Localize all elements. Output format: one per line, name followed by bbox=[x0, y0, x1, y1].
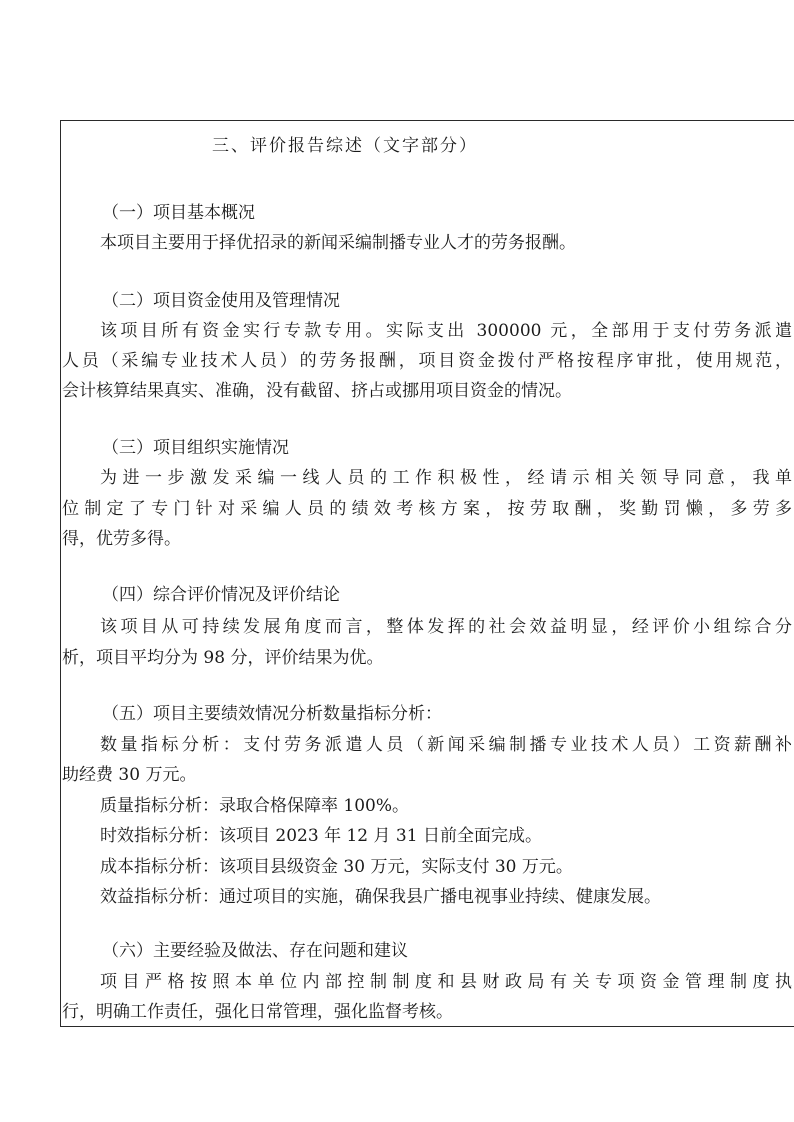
section-heading: （四）综合评价情况及评价结论 bbox=[102, 585, 340, 605]
paragraph-line: 位制定了专门针对采编人员的绩效考核方案，按劳取酬，奖勤罚懒，多劳多 bbox=[62, 499, 792, 519]
paragraph-line: 行，明确工作责任，强化日常管理，强化监督考核。 bbox=[62, 1002, 453, 1022]
paragraph-line: 质量指标分析：录取合格保障率 100%。 bbox=[100, 796, 410, 816]
paragraph-line: 项目严格按照本单位内部控制制度和县财政局有关专项资金管理制度执 bbox=[100, 972, 792, 992]
section-heading: （五）项目主要绩效情况分析数量指标分析： bbox=[102, 704, 442, 724]
paragraph-line: 效益指标分析：通过项目的实施，确保我县广播电视事业持续、健康发展。 bbox=[100, 887, 661, 907]
paragraph-line: 助经费 30 万元。 bbox=[62, 765, 197, 785]
page-title: 三、评价报告综述（文字部分） bbox=[212, 136, 478, 156]
paragraph-line: 时效指标分析：该项目 2023 年 12 月 31 日前全面完成。 bbox=[100, 826, 542, 846]
paragraph-line: 会计核算结果真实、准确，没有截留、挤占或挪用项目资金的情况。 bbox=[62, 381, 572, 401]
paragraph-line: 该项目所有资金实行专款专用。实际支出 300000 元，全部用于支付劳务派遣 bbox=[100, 321, 792, 341]
paragraph-line: 析，项目平均分为 98 分，评价结果为优。 bbox=[62, 648, 384, 668]
paragraph-line: 人员（采编专业技术人员）的劳务报酬，项目资金拨付严格按程序审批，使用规范， bbox=[62, 351, 792, 371]
section-heading: （一）项目基本概况 bbox=[102, 203, 255, 223]
section-heading: （二）项目资金使用及管理情况 bbox=[102, 291, 340, 311]
paragraph-line: 数量指标分析：支付劳务派遣人员（新闻采编制播专业技术人员）工资薪酬补 bbox=[100, 735, 792, 755]
paragraph-line: 本项目主要用于择优招录的新闻采编制播专业人才的劳务报酬。 bbox=[100, 233, 576, 253]
section-heading: （六）主要经验及做法、存在问题和建议 bbox=[102, 941, 408, 961]
paragraph-line: 成本指标分析：该项目县级资金 30 万元，实际支付 30 万元。 bbox=[100, 857, 573, 877]
section-heading: （三）项目组织实施情况 bbox=[102, 438, 289, 458]
paragraph-line: 该项目从可持续发展角度而言，整体发挥的社会效益明显，经评价小组综合分 bbox=[100, 617, 792, 637]
paragraph-line: 为进一步激发采编一线人员的工作积极性，经请示相关领导同意，我单 bbox=[100, 468, 792, 488]
paragraph-line: 得，优劳多得。 bbox=[62, 529, 181, 549]
